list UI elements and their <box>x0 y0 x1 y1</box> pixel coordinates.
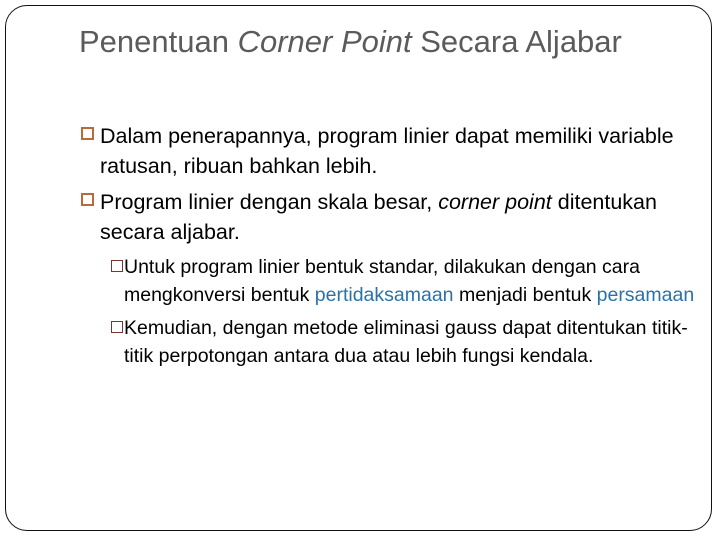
square-bullet-icon <box>111 260 123 272</box>
square-bullet-icon <box>81 127 94 140</box>
bullet-text-part-3: ditentukan secara aljabar. <box>100 190 657 244</box>
highlight-term-pertidaksamaan: pertidaksamaan <box>314 284 454 306</box>
bullet-item-2 <box>80 187 710 247</box>
title-part-italic: Corner Point <box>237 24 412 59</box>
sub-bullet-item-2 <box>111 314 710 370</box>
sub-bullet-item-1 <box>111 253 710 309</box>
bullet-item-1 <box>80 121 710 181</box>
square-bullet-icon <box>111 321 123 333</box>
square-bullet-icon <box>81 193 94 206</box>
highlight-term-persamaan: persamaan <box>596 284 695 306</box>
slide-title <box>79 20 679 63</box>
sub-bullet-text-part-3: menjadi bentuk <box>453 284 597 306</box>
bullet-text-italic: corner point <box>438 190 552 214</box>
sub-bullet-text-part-1: Untuk program linier bentuk standar, dilakukan dengan cara mengkonversi bentuk <box>124 256 640 306</box>
title-part-3: Secara Aljabar <box>411 24 622 59</box>
bullet-text: Dalam penerapannya, program linier dapat memiliki variable ratusan, ribuan bahkan lebih. <box>100 124 674 178</box>
title-part-1: Penentuan <box>79 24 238 59</box>
sub-bullet-list <box>80 253 710 370</box>
sub-bullet-text: Kemudian, dengan metode eliminasi gauss dapat ditentukan titik-titik perpotongan antara dua atau lebih fungsi kendala. <box>124 317 688 367</box>
bullet-text-part-1: Program linier dengan skala besar, <box>100 190 439 214</box>
slide-content <box>80 121 710 375</box>
